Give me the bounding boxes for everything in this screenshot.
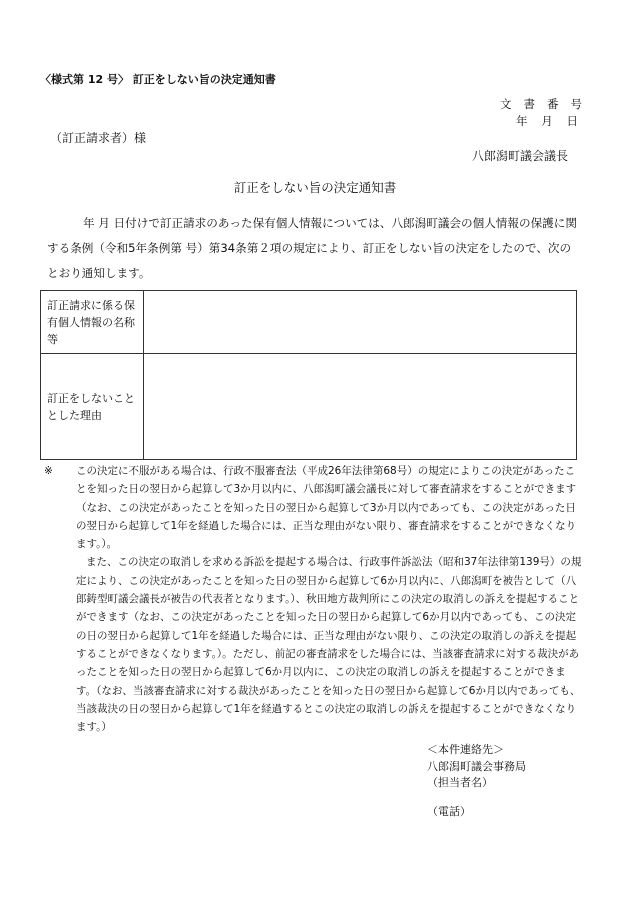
contact-office: 八郎潟町議会事務局 [427,759,526,773]
note-appeal-text: この決定に不服がある場合は、行政不服審査法（平成26年法律第68号）の規定によりこの決定があったことを知った日の翌日から起算して3か月以内に、八郎潟町議会議長に対して審査請求をすることができます（なお、この決定があったことを知った日の翌日から起算して3か月以内であっても、この決定があった日の翌日から起算して1年を経過した場合には、正当な理由がない限り、審査請求をすることができなくなります。）。 [76,465,577,551]
body-text: 年 月 日付けで訂正請求のあった保有個人情報については、八郎潟町議会の個人情報の保護に関する条例（令和5年条例第 号）第34条第２項の規定により、訂正をしない旨の決定をしたので、次のとおり通知します。 [47,216,577,280]
form-number-label: 〈様式第 12 号〉 訂正をしない旨の決定通知書 [40,73,276,86]
notes-section [44,462,582,736]
contact-block [427,742,526,820]
document-title: 訂正をしない旨の決定通知書 [233,180,397,195]
info-name-value [144,291,577,354]
date-label: 年 月 日 [516,114,578,128]
table-row [41,291,577,354]
addressee: （訂正請求者）様 [50,131,147,145]
sender-name: 八郎潟町議会議長 [472,149,569,163]
info-name-label: 訂正請求に係る保有個人情報の名称等 [41,291,144,354]
reason-value [144,354,577,460]
contact-heading: ＜本件連絡先＞ [427,743,504,756]
reason-label: 訂正をしないこととした理由 [41,354,144,460]
note-appeal [44,462,582,553]
note-lawsuit: また、この決定の取消しを求める訴訟を提起する場合は、行政事件訴訟法（昭和37年法律第139号）の規定により、この決定があったことを知った日の翌日から起算して6か月以内に、八郎潟町を被告として（八郎鋳型町議会議長が被告の代表者となります。）、秋田地方裁判所にこの決定の取消しの訴えを提起することができます（なお、この決定があったことを知った日の翌日から起算して6か月以内であっても、この決定の日の翌日から起算して1年を経過した場合には、正当な理由がない限り、この決定の取消しの訴えを提起することができなくなります。）。ただし、前記の審査請求をした場合には、当該審査請求に対する裁決があったことを知った日の翌日から起算して6か月以内に、この決定の取消しの訴えを提起することができます。（なお、当該審査請求に対する裁決があったことを知った日の翌日から起算して6か月以内であっても、当該裁決の日の翌日から起算して1年を経過するとこの決定の取消しの訴えを提起することができなくなります。） [76,556,582,734]
table-row [41,354,577,460]
document-number-label: 文 書 番 号 [500,97,582,111]
note-mark: ※ [44,465,53,477]
contact-phone: （電話） [427,804,471,818]
info-table [40,290,577,460]
contact-person: （担当者名） [427,776,493,789]
body-paragraph [47,211,582,286]
